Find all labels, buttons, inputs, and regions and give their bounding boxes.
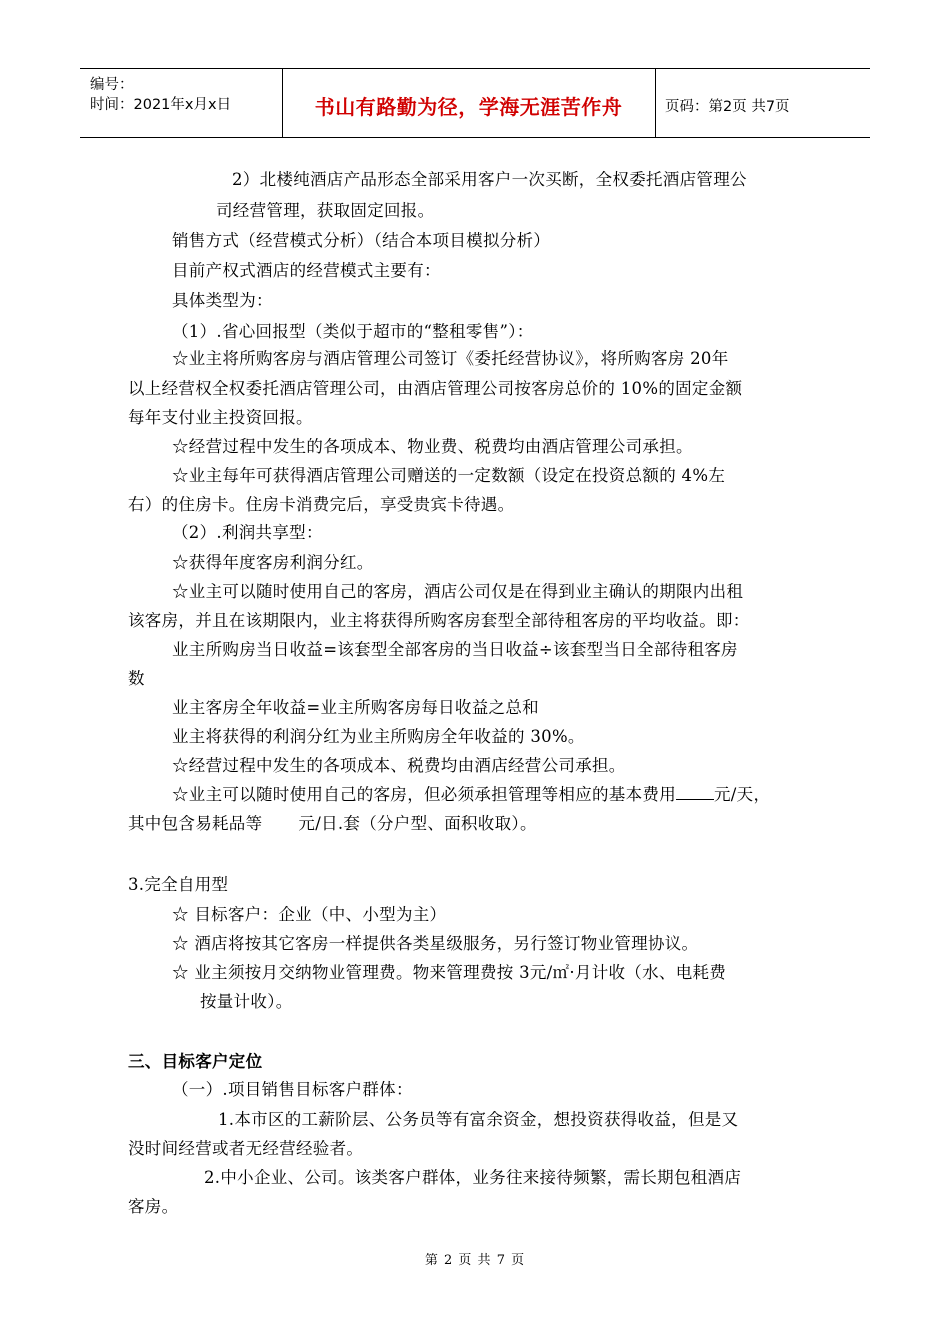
paragraph-text: ☆业主可以随时使用自己的客房，但必须承担管理等相应的基本费用	[172, 785, 676, 804]
paragraph-line: 具体类型为：	[172, 291, 273, 310]
subsection-heading: （1）.省心回报型（类似于超市的“整租零售”）：	[172, 322, 534, 341]
paragraph-line: 2.中小企业、公司。该类客户群体，业务往来接待频繁，需长期包租酒店	[204, 1168, 742, 1187]
subsection-heading: 3.完全自用型	[128, 875, 229, 894]
page-footer: 第 2 页 共 7 页	[424, 1253, 526, 1268]
fill-in-blank	[676, 785, 714, 800]
page-header	[80, 68, 870, 138]
paragraph-text: 元/天，	[714, 785, 771, 804]
header-meta-cell	[80, 69, 283, 137]
paragraph-line: 右）的住房卡。住房卡消费完后，享受贵宾卡待遇。	[128, 495, 515, 514]
paragraph-line	[172, 781, 770, 805]
header-page-cell	[655, 69, 870, 137]
paragraph-line: 客房。	[128, 1197, 179, 1216]
paragraph-line: ☆ 酒店将按其它客房一样提供各类星级服务，另行签订物业管理协议。	[172, 934, 699, 953]
chapter-heading: 三、目标客户定位	[128, 1052, 263, 1071]
paragraph-line: ☆ 目标客户：企业（中、小型为主）	[172, 905, 447, 924]
document-time-label: 时间：2021年x月x日	[90, 97, 232, 113]
document-number-label: 编号：	[90, 77, 134, 93]
paragraph-line: ☆业主可以随时使用自己的客房，酒店公司仅是在得到业主确认的期限内出租	[172, 582, 744, 601]
paragraph-text: 其中包含易耗品等	[128, 814, 263, 833]
formula-line: 业主客房全年收益=业主所购客房每日收益之总和	[172, 698, 539, 717]
header-motto: 书山有路勤为径，学海无涯苦作舟	[314, 95, 623, 119]
paragraph-line: 每年支付业主投资回报。	[128, 408, 313, 427]
paragraph-line: ☆获得年度客房利润分红。	[172, 553, 374, 572]
paragraph-line: ☆业主将所购客房与酒店管理公司签订《委托经营协议》，将所购客房 20年	[172, 349, 729, 368]
subsection-heading: （2）.利润共享型：	[172, 523, 323, 542]
paragraph-line: ☆经营过程中发生的各项成本、税费均由酒店经营公司承担。	[172, 756, 626, 775]
section-heading: 销售方式（经营模式分析）（结合本项目模拟分析）	[172, 231, 551, 250]
header-motto-cell	[282, 69, 656, 137]
paragraph-line: 没时间经营或者无经营经验者。	[128, 1139, 364, 1158]
paragraph-line: 目前产权式酒店的经营模式主要有：	[172, 261, 441, 280]
paragraph-line: 司经营管理，获取固定回报。	[216, 201, 435, 220]
paragraph-line: 业主将获得的利润分红为业主所购房全年收益的 30%。	[172, 727, 585, 746]
paragraph-line	[128, 810, 537, 834]
formula-line: 业主所购房当日收益=该套型全部客房的当日收益÷该套型当日全部待租客房	[172, 640, 738, 659]
paragraph-line: 2）北楼纯酒店产品形态全部采用客户一次买断，全权委托酒店管理公	[232, 170, 747, 189]
paragraph-text: 元/日.套（分户型、面积收取）。	[298, 814, 537, 833]
paragraph-line: ☆业主每年可获得酒店管理公司赠送的一定数额（设定在投资总额的 4%左	[172, 466, 726, 485]
paragraph-line: 1.本市区的工薪阶层、公务员等有富余资金，想投资获得收益，但是又	[218, 1110, 739, 1129]
paragraph-line: 以上经营权全权委托酒店管理公司，由酒店管理公司按客房总价的 10%的固定金额	[128, 379, 743, 398]
paragraph-line: 按量计收）。	[200, 992, 293, 1011]
header-page-info: 页码：第2页 共7页	[665, 99, 790, 115]
paragraph-line: ☆经营过程中发生的各项成本、物业费、税费均由酒店管理公司承担。	[172, 437, 693, 456]
subsection-heading: （一）.项目销售目标客户群体：	[172, 1080, 413, 1099]
paragraph-line: 该客房，并且在该期限内，业主将获得所购客房套型全部待租客房的平均收益。即：	[128, 611, 750, 630]
paragraph-line: ☆ 业主须按月交纳物业管理费。物来管理费按 3元/㎡·月计收（水、电耗费	[172, 963, 727, 982]
paragraph-line: 数	[128, 669, 145, 688]
